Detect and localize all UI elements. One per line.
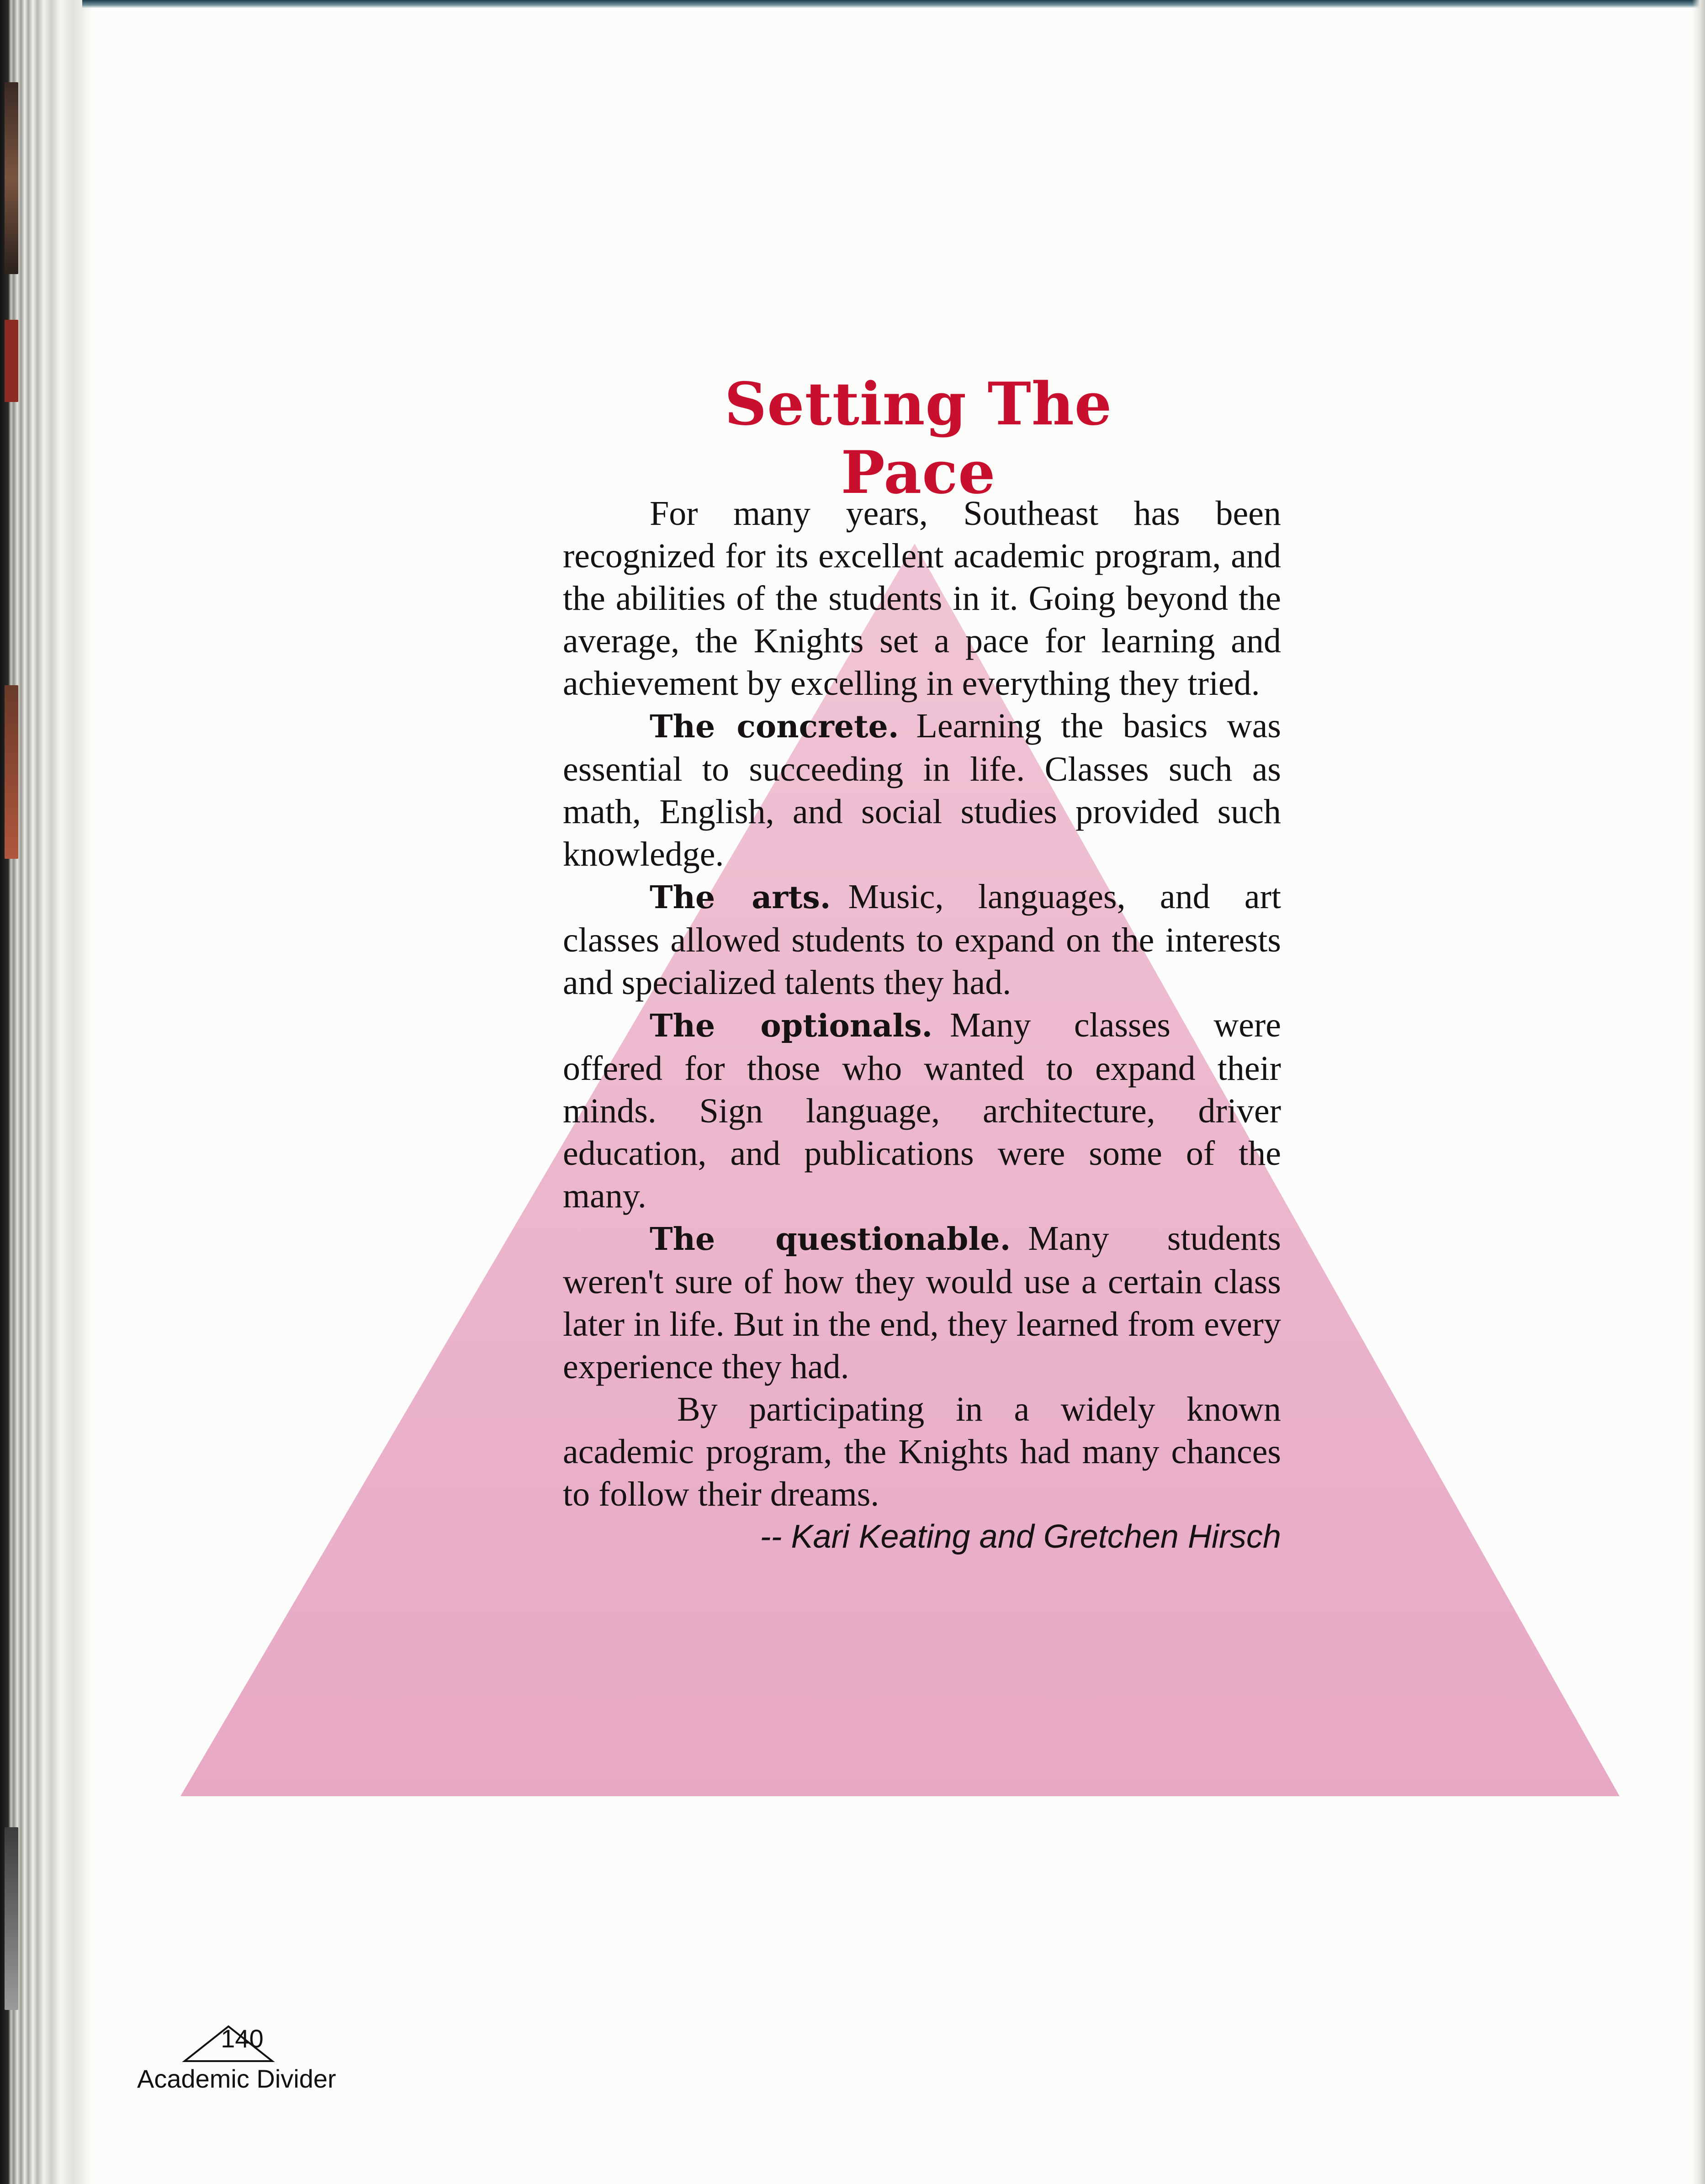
- paragraph-lead: The optionals.: [650, 1008, 933, 1044]
- concrete-paragraph: [563, 705, 1281, 876]
- paragraph-text: Music, languages, and art classes allowed students to expand on the interests and specialized talents they had.: [563, 878, 1281, 1002]
- byline: -- Kari Keating and Gretchen Hirsch: [760, 1518, 1281, 1555]
- paragraph-text: Many students weren't sure of how they would use a certain class later in life. But in the end, they learned from every experience they had.: [563, 1219, 1281, 1386]
- paragraph-text: Learning the basics was essential to succeeding in life. Classes such as math, English, and social studies provided such knowledge.: [563, 707, 1281, 873]
- paragraph-text: By participating in a widely known academic program, the Knights had many chances to follow their dreams.: [563, 1390, 1281, 1513]
- article-body: [563, 492, 1281, 1558]
- questionable-paragraph: [563, 1217, 1281, 1388]
- optionals-paragraph: [563, 1004, 1281, 1217]
- paragraph-text: For many years, Southeast has been recognized for its excellent academic program, and the abilities of the students in it. Going beyond the average, the Knights set a pace for learning and achievement by excelling in everything they tried.: [563, 494, 1281, 703]
- intro-paragraph: [563, 492, 1281, 705]
- arts-paragraph: [563, 876, 1281, 1004]
- page-number: 140: [221, 2024, 264, 2053]
- paragraph-lead: The arts.: [650, 879, 831, 916]
- paragraph-lead: The concrete.: [650, 709, 899, 745]
- section-label: Academic Divider: [137, 2064, 336, 2093]
- closing-paragraph: [563, 1388, 1281, 1516]
- paragraph-lead: The questionable.: [650, 1221, 1011, 1258]
- paragraph-text: Many classes were offered for those who wanted to expand their minds. Sign language, architecture, driver education, and publications were some of the many.: [563, 1006, 1281, 1215]
- page-title: Setting The Pace: [724, 370, 1112, 507]
